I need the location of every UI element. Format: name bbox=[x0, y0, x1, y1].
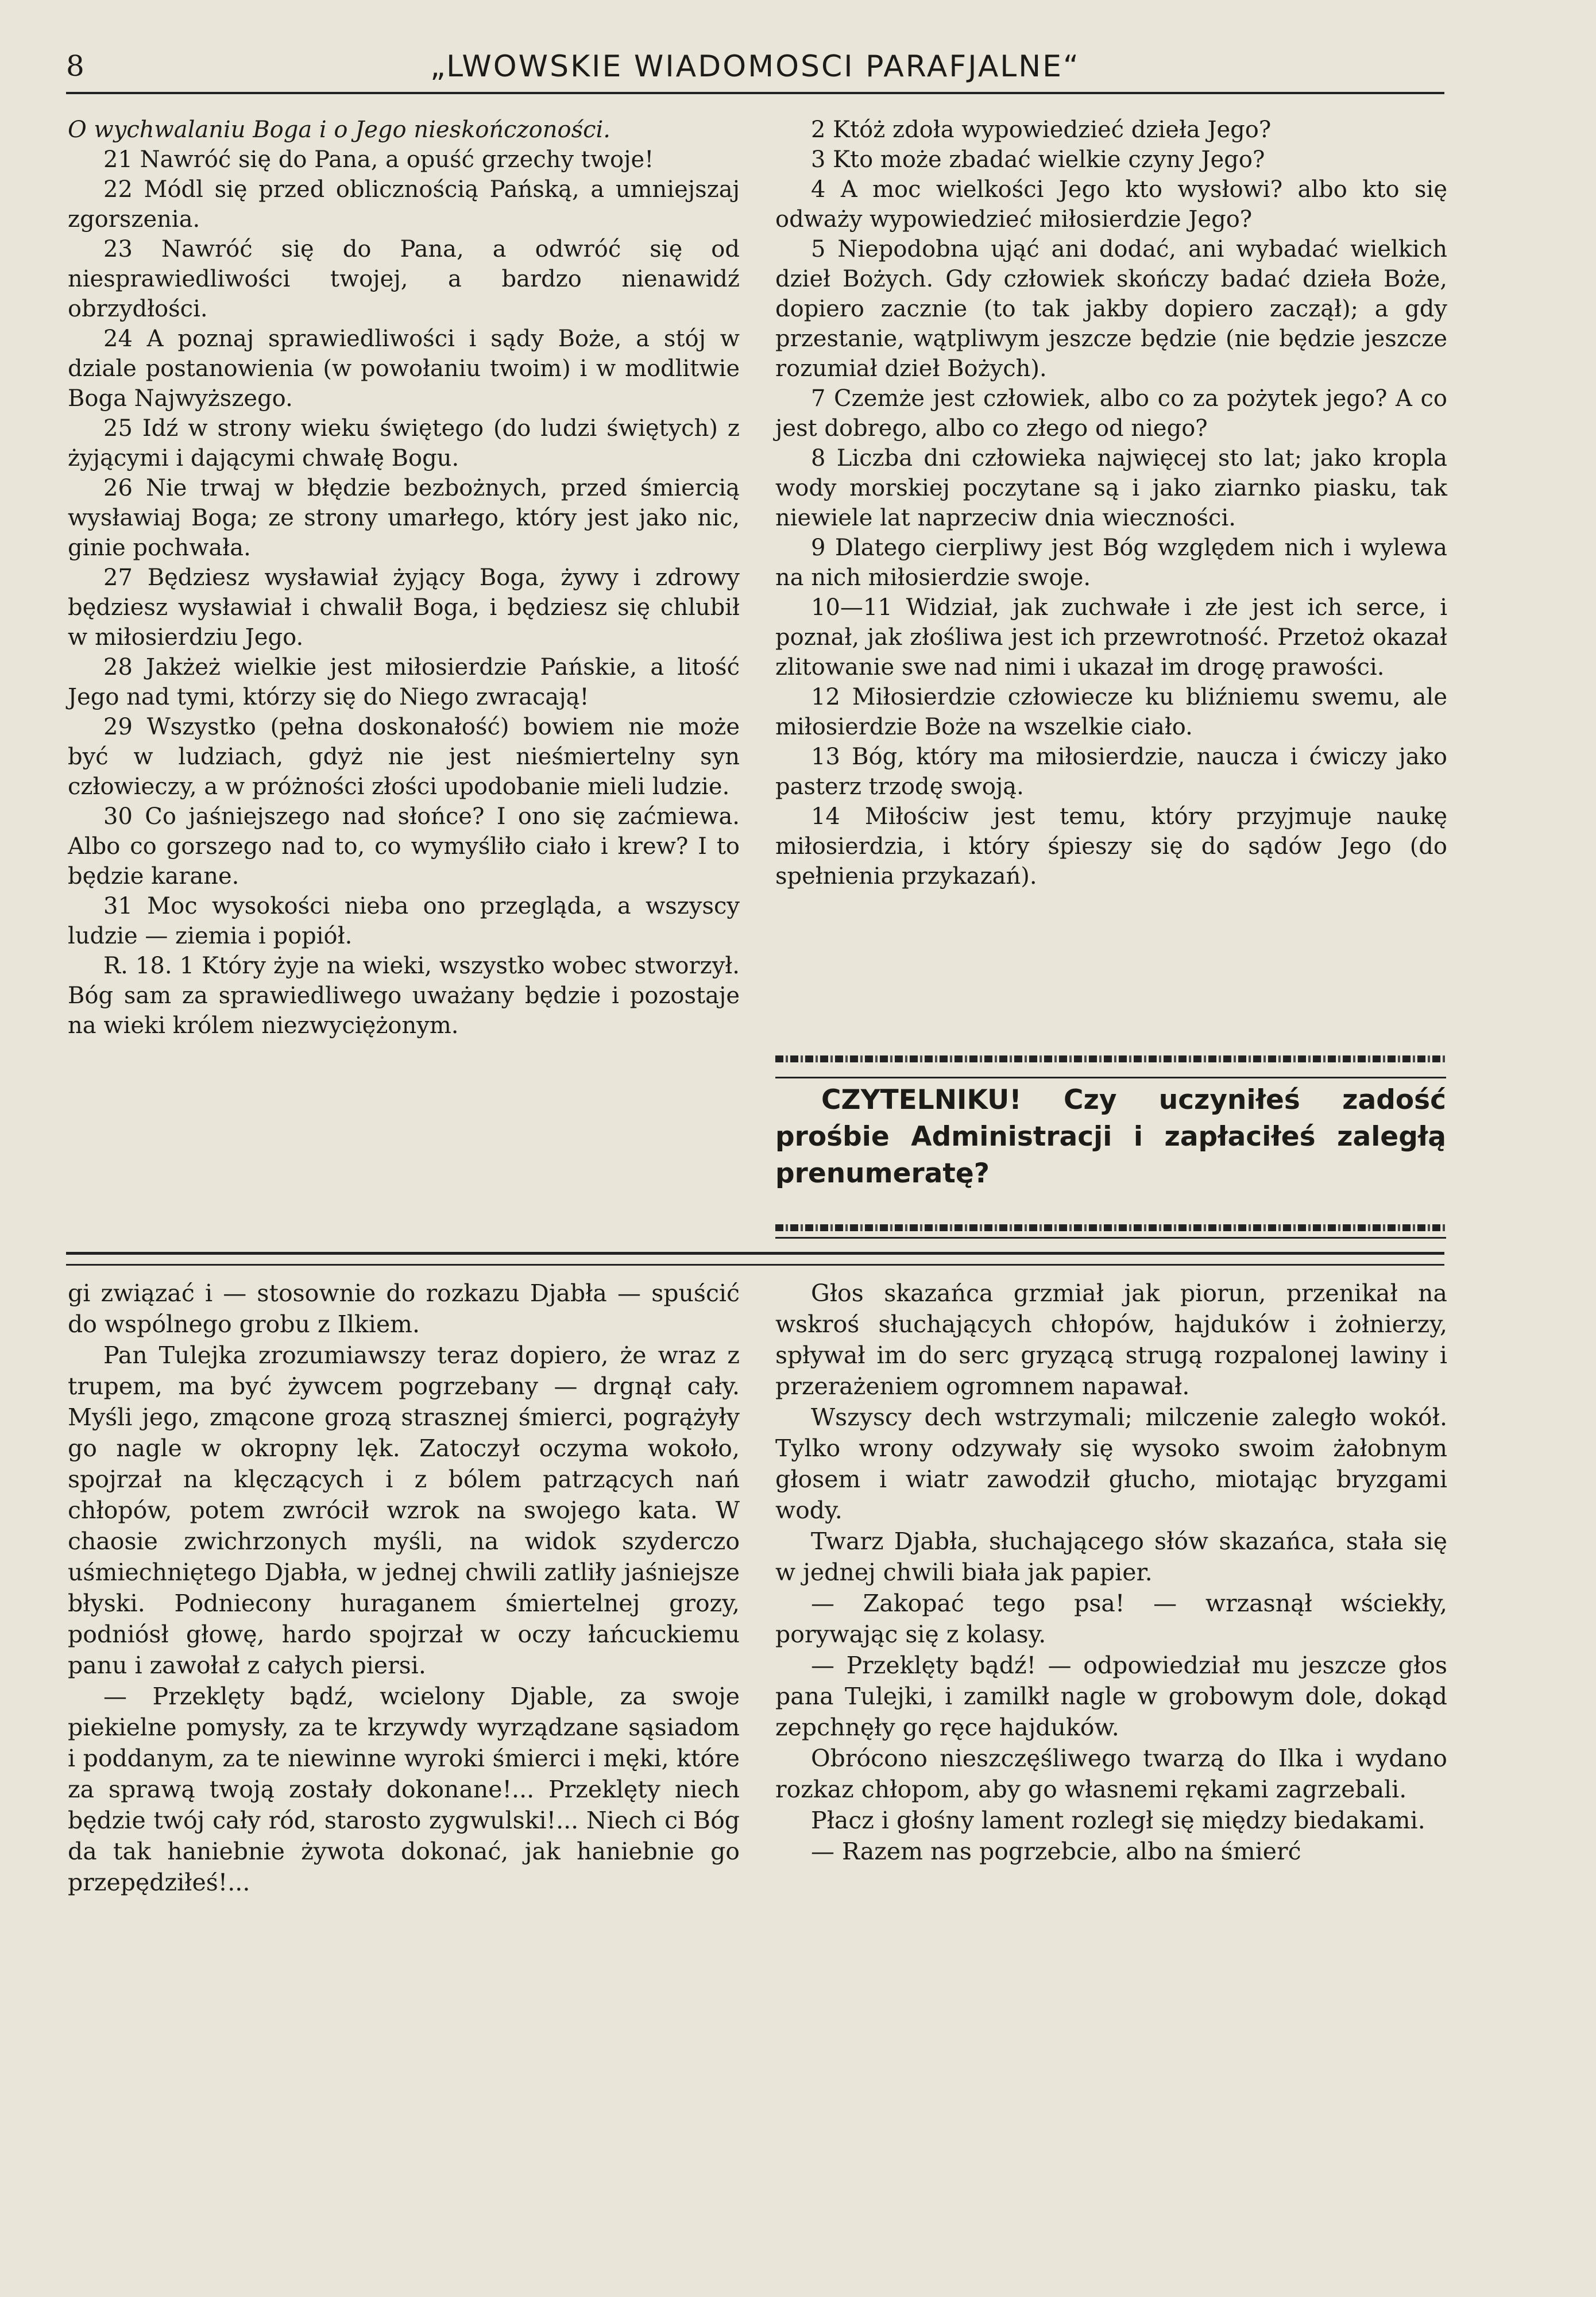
verse-paragraph: 13 Bóg, który ma miłosierdzie, naucza i ćwiczy jako pasterz trzodę swoją. bbox=[775, 744, 1447, 800]
verse-paragraph: 23 Nawróć się do Pana, a odwróć się od niesprawiedliwości twojej, a bardzo nienawidź obrzydłości. bbox=[68, 236, 740, 322]
story-paragraph: Wszyscy dech wstrzymali; milczenie zaległo wokół. Tylko wrony odzywały się wysoko swoim żałobnym głosem i wiatr zawodził głucho, miotając bryzgami wody. bbox=[775, 1403, 1447, 1524]
reader-notice-box bbox=[775, 1077, 1446, 1239]
verse-paragraph: 2 Któż zdoła wypowiedzieć dzieła Jego? bbox=[811, 117, 1272, 143]
page-number: 8 bbox=[66, 49, 84, 83]
story-paragraph: — Zakopać tego psa! — wrzasnął wściekły, porywając się z kolasy. bbox=[775, 1590, 1447, 1648]
story-paragraph: — Przeklęty bądź! — odpowiedział mu jeszcze głos pana Tulejki, i zamilkł nagle w grobowym dole, dokąd zepchnęły go ręce hajduków. bbox=[775, 1652, 1447, 1741]
verse-paragraph: 12 Miłosierdzie człowiecze ku bliźniemu swemu, ale miłosierdzie Boże na wszelkie ciało. bbox=[775, 684, 1447, 740]
story-paragraph: — Przeklęty bądź, wcielony Djable, za swoje piekielne pomysły, za te krzywdy wyrządzane sąsiadom i poddanym, za te niewinne wyroki śmierci i męki, które za sprawą twoją zostały dokonane!... Przeklęty niech będzie twój cały ród, starosto zygwulski!... Niech ci Bóg da tak haniebnie żywota dokonać, jak haniebnie go przepędziłeś!... bbox=[68, 1683, 740, 1896]
verse-paragraph: 25 Idź w strony wieku świętego (do ludzi świętych) z żyjącymi i dającymi chwałę Bogu. bbox=[68, 415, 740, 471]
column-lower-right bbox=[775, 1278, 1447, 1867]
column-lower-left bbox=[68, 1278, 740, 1898]
verse-paragraph: 10—11 Widział, jak zuchwałe i złe jest ich serce, i poznał, jak złośliwa jest ich przewrotność. Przetoż okazał zlitowanie swe nad nimi i ukazał im drogę prawości. bbox=[775, 594, 1447, 680]
section-divider bbox=[66, 1252, 1444, 1266]
verse-paragraph: 26 Nie trwaj w błędzie bezbożnych, przed śmiercią wysławiaj Boga; ze strony umarłego, który jest jako nic, ginie pochwała. bbox=[68, 475, 740, 561]
section-title: O wychwalaniu Boga i o Jego nieskończoności. bbox=[68, 117, 610, 143]
verse-paragraph: 24 A poznaj sprawiedliwości i sądy Boże, a stój w dziale postanowienia (w powołaniu twoim) i w modlitwie Boga Najwyższego. bbox=[68, 326, 740, 412]
verse-paragraph: 7 Czemże jest człowiek, albo co za pożytek jego? A co jest dobrego, albo co złego od niego? bbox=[775, 385, 1447, 442]
reader-notice-text: CZYTELNIKU! Czy uczyniłeś zadość prośbie Administracji i zapłaciłeś zaległą prenumeratę? bbox=[775, 1084, 1446, 1189]
verse-paragraph: 3 Kto może zbadać wielkie czyny Jego? bbox=[811, 146, 1265, 173]
verse-paragraph: 4 A moc wielkości Jego kto wysłowi? albo kto się odważy wypowiedzieć miłosierdzie Jego? bbox=[775, 176, 1447, 233]
journal-title: „LWOWSKIE WIADOMOSCI PARAFJALNE“ bbox=[430, 49, 1080, 84]
story-paragraph: Płacz i głośny lament rozległ się między biedakami. bbox=[811, 1807, 1425, 1834]
verse-paragraph: 30 Co jaśniejszego nad słońce? I ono się zaćmiewa. Albo co gorszego nad to, co wymyśliło ciało i krew? I to będzie karane. bbox=[68, 803, 740, 890]
verse-paragraph: 29 Wszystko (pełna doskonałość) bowiem nie może być w ludziach, gdyż nie jest nieśmiertelny syn człowieczy, a w próżności złości upodobanie mieli ludzie. bbox=[68, 714, 740, 800]
verse-paragraph: 27 Będziesz wysławiał żyjący Boga, żywy i zdrowy będziesz wysławiał i chwalił Boga, i będziesz się chlubił w miłosierdziu Jego. bbox=[68, 564, 740, 651]
story-paragraph: — Razem nas pogrzebcie, albo na śmierć bbox=[811, 1838, 1301, 1865]
ornament-rule-bottom bbox=[775, 1224, 1446, 1231]
verse-paragraph: 8 Liczba dni człowieka najwięcej sto lat; jako kropla wody morskiej poczytane są i jako ziarnko piasku, tak niewiele lat naprzeciw dnia wieczności. bbox=[775, 445, 1447, 531]
ornament-rule-top bbox=[775, 1055, 1446, 1062]
story-paragraph: Twarz Djabła, słuchającego słów skazańca, stała się w jednej chwili biała jak papier. bbox=[775, 1528, 1447, 1586]
verse-paragraph: 31 Moc wysokości nieba ono przegląda, a wszyscy ludzie — ziemia i popiół. bbox=[68, 893, 740, 949]
story-paragraph: Pan Tulejka zrozumiawszy teraz dopiero, że wraz z trupem, ma być żywcem pogrzebany — drgnął cały. Myśli jego, zmącone grozą strasznej śmierci, pogrążyły go nagle w okropny lęk. Zatoczył oczyma wokoło, spojrzał na klęczących i z bólem patrzących nań chłopów, potem zwrócił wzrok na swojego kata. W chaosie zwichrzonych myśli, na widok szyderczo uśmiechniętego Djabła, w jednej chwili zatliły jaśniejsze błyski. Podniecony huraganem śmiertelnej grozy, podniósł głowę, hardo spojrzał w oczy łańcuckiemu panu i zawołał z całych piersi. bbox=[68, 1341, 740, 1679]
verse-paragraph: 22 Módl się przed oblicznością Pańską, a umniejszaj zgorszenia. bbox=[68, 176, 740, 233]
verse-paragraph: 5 Niepodobna ująć ani dodać, ani wybadać wielkich dzieł Bożych. Gdy człowiek skończy badać dzieła Boże, dopiero zacznie (to tak jakby dopiero zaczął); a gdy przestanie, wątpliwym jeszcze będzie (nie będzie jeszcze rozumiał dzieł Bożych). bbox=[775, 236, 1447, 382]
page-header bbox=[66, 46, 1444, 94]
story-paragraph: gi związać i — stosownie do rozkazu Djabła — spuścić do wspólnego grobu z Ilkiem. bbox=[68, 1279, 740, 1338]
verse-paragraph: R. 18. 1 Który żyje na wieki, wszystko wobec stworzył. Bóg sam za sprawiedliwego uważany będzie i pozostaje na wieki królem niezwyciężonym. bbox=[68, 953, 740, 1039]
verse-paragraph: 21 Nawróć się do Pana, a opuść grzechy twoje! bbox=[103, 146, 654, 173]
verse-paragraph: 9 Dlatego cierpliwy jest Bóg względem nich i wylewa na nich miłosierdzie swoje. bbox=[775, 535, 1447, 591]
verse-paragraph: 14 Miłościw jest temu, który przyjmuje naukę miłosierdzia, i który śpieszy się do sądów Jego (do spełnienia przykazań). bbox=[775, 803, 1447, 890]
verse-paragraph: 28 Jakżeż wielkie jest miłosierdzie Pańskie, a litość Jego nad tymi, którzy się do Niego zwracają! bbox=[68, 654, 740, 710]
story-paragraph: Obrócono nieszczęśliwego twarzą do Ilka i wydano rozkaz chłopom, aby go własnemi rękami zagrzebali. bbox=[775, 1745, 1447, 1803]
story-paragraph: Głos skazańca grzmiał jak piorun, przenikał na wskroś słuchających chłopów, hajduków i żołnierzy, spływał im do serc gryzącą strugą rozpalonej lawiny i przerażeniem ogromnem napawał. bbox=[775, 1279, 1447, 1400]
column-upper-right bbox=[775, 115, 1447, 891]
column-upper-left bbox=[68, 115, 740, 1041]
